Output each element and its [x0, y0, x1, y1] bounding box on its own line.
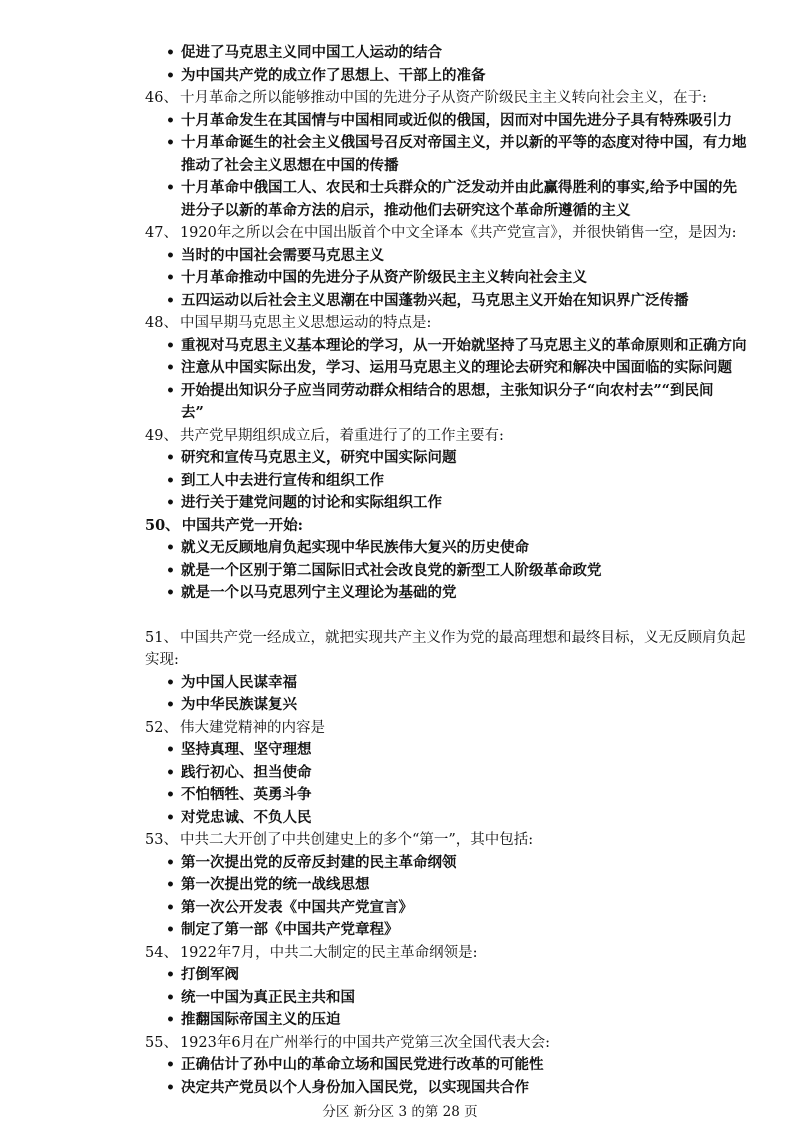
question-text: 共产党早期组织成立后，着重进行了的工作主要有: — [179, 427, 504, 444]
list-item: • 促进了马克思主义同中国工人运动的结合 — [166, 44, 442, 61]
list-item: • 当时的中国社会需要马克思主义 — [166, 246, 384, 264]
bullet-text: 促进了马克思主义同中国工人运动的结合 — [181, 44, 442, 61]
question-50 — [0, 515, 800, 538]
question-53 — [0, 829, 800, 852]
list-item: • 不怕牺牲、英勇斗争 — [166, 786, 312, 803]
bullet-text: 十月革命推动中国的先进分子从资产阶级民主主义转向社会主义 — [181, 269, 587, 286]
bullet-text: 第一次公开发表《中国共产党宣言》 — [181, 898, 413, 916]
list-item: • 为中国共产党的成立作了思想上、干部上的准备 — [166, 66, 486, 84]
list-item: • 决定共产党员以个人身份加入国民党，以实现国共合作 — [166, 1078, 529, 1096]
question-text: 中共二大开创了中共创建史上的多个“第一”，其中包括: — [179, 832, 534, 848]
list-item: • 十月革命诞生的社会主义俄国号召反对帝国主义，并以新的平等的态度对待中国，有力地 — [166, 134, 747, 151]
list-item: • 践行初心、担当使命 — [166, 763, 312, 781]
bullet-text: 当时的中国社会需要马克思主义 — [181, 246, 384, 264]
bullet-text: 正确估计了孙中山的革命立场和国民党进行改革的可能性 — [181, 1056, 544, 1073]
list-item: • 十月革命发生在其国情与中国相同或近似的俄国，因而对中国先进分子具有特殊吸引力 — [166, 111, 732, 129]
question-52 — [0, 717, 800, 740]
question-47 — [0, 222, 800, 245]
question-number: 46、 — [145, 90, 178, 106]
question-number: 55、 — [145, 1034, 178, 1051]
question-46 — [0, 87, 800, 110]
list-item: • 就是一个以马克思列宁主义理论为基础的党 — [166, 584, 457, 601]
list-item: • 开始提出知识分子应当同劳动群众相结合的思想，主张知识分子“向农村去”“到民间 — [166, 381, 714, 399]
question-54 — [0, 942, 800, 965]
bullet-text: 践行初心、担当使命 — [181, 763, 312, 781]
list-item: • 十月革命中俄国工人、农民和士兵群众的广泛发动并由此赢得胜利的事实,给予中国的先 — [166, 179, 738, 196]
question-55 — [0, 1032, 800, 1055]
list-item: • 统一中国为真正民主共和国 — [166, 988, 355, 1006]
bullet-text: 推翻国际帝国主义的压迫 — [181, 1011, 341, 1028]
question-text: 1922年7月，中共二大制定的民主革命纲领是: — [179, 944, 478, 961]
bullet-text: 就是一个以马克思列宁主义理论为基础的党 — [181, 584, 457, 601]
bullet-text: 不怕牺牲、英勇斗争 — [181, 786, 312, 803]
question-continuation: 实现: — [145, 652, 179, 668]
list-item: • 就是一个区别于第二国际旧式社会改良党的新型工人阶级革命政党 — [166, 561, 602, 579]
list-item: • 到工人中去进行宣传和组织工作 — [166, 471, 384, 489]
list-item: • 打倒军阀 — [166, 966, 239, 983]
list-item: • 制定了第一部《中国共产党章程》 — [166, 921, 399, 938]
question-number: 54、 — [145, 944, 178, 961]
question-number: 47、 — [145, 225, 178, 241]
list-item: • 坚持真理、坚守理想 — [166, 741, 312, 758]
list-item: • 推翻国际帝国主义的压迫 — [166, 1011, 341, 1028]
question-number: 50、 — [145, 516, 180, 534]
bullet-text: 对党忠诚、不负人民 — [181, 808, 312, 826]
bullet-text: 进行关于建党问题的讨论和实际组织工作 — [181, 494, 442, 511]
question-49 — [0, 425, 800, 448]
bullet-text: 第一次提出党的反帝反封建的民主革命纲领 — [181, 853, 457, 871]
question-text: 中国早期马克思主义思想运动的特点是: — [179, 315, 432, 331]
list-item: • 五四运动以后社会主义思潮在中国蓬勃兴起，马克思主义开始在知识界广泛传播 — [166, 291, 689, 309]
document-body — [0, 42, 800, 1099]
bullet-text: 为中华民族谋复兴 — [181, 696, 297, 713]
list-item: • 注意从中国实际出发，学习、运用马克思主义的理论去研究和解决中国面临的实际问题 — [166, 359, 732, 376]
paragraph-gap — [0, 605, 800, 627]
bullet-text: 坚持真理、坚守理想 — [181, 741, 312, 758]
question-number: 49、 — [145, 427, 178, 444]
bullet-text: 十月革命诞生的社会主义俄国号召反对帝国主义，并以新的平等的态度对待中国，有力地 — [181, 134, 747, 151]
bullet-continuation: 进分子以新的革命方法的启示，推动他们去研究这个革命所遵循的主义 — [181, 201, 631, 219]
bullet-text: 十月革命中俄国工人、农民和士兵群众的广泛发动并由此赢得胜利的事实,给予中国的先 — [181, 179, 738, 196]
list-item: • 正确估计了孙中山的革命立场和国民党进行改革的可能性 — [166, 1056, 544, 1073]
bullet-text: 就是一个区别于第二国际旧式社会改良党的新型工人阶级革命政党 — [181, 561, 602, 579]
bullet-text: 注意从中国实际出发，学习、运用马克思主义的理论去研究和解决中国面临的实际问题 — [181, 359, 732, 376]
bullet-continuation: 去” — [181, 404, 204, 421]
page-footer: 分区 新分区 3 的第 28 页 — [322, 1104, 478, 1120]
question-text: 中国共产党一经成立，就把实现共产主义作为党的最高理想和最终目标，义无反顾肩负起 — [179, 629, 746, 646]
bullet-continuation: 推动了社会主义思想在中国的传播 — [181, 156, 399, 174]
list-item: • 研究和宣传马克思主义，研究中国实际问题 — [166, 449, 457, 466]
bullet-text: 开始提出知识分子应当同劳动群众相结合的思想，主张知识分子“向农村去”“到民间 — [181, 381, 714, 399]
question-51 — [0, 627, 800, 650]
list-item: • 对党忠诚、不负人民 — [166, 808, 312, 826]
question-text: 中国共产党一开始: — [181, 516, 304, 534]
question-text: 1923年6月在广州举行的中国共产党第三次全国代表大会: — [179, 1034, 550, 1051]
question-number: 53、 — [145, 832, 178, 848]
bullet-text: 研究和宣传马克思主义，研究中国实际问题 — [181, 449, 457, 466]
question-text: 1920年之所以会在中国出版首个中文全译本《共产党宣言》，并很快销售一空，是因为: — [179, 225, 737, 241]
bullet-text: 五四运动以后社会主义思潮在中国蓬勃兴起，马克思主义开始在知识界广泛传播 — [181, 291, 689, 309]
list-item: • 第一次提出党的反帝反封建的民主革命纲领 — [166, 853, 457, 871]
bullet-text: 第一次提出党的统一战线思想 — [181, 876, 370, 893]
question-48 — [0, 312, 800, 335]
bullet-text: 统一中国为真正民主共和国 — [181, 988, 355, 1006]
question-text: 伟大建党精神的内容是 — [179, 719, 325, 736]
list-item: • 第一次公开发表《中国共产党宣言》 — [166, 898, 413, 916]
list-item: • 就义无反顾地肩负起实现中华民族伟大复兴的历史使命 — [166, 539, 529, 556]
list-item: • 为中华民族谋复兴 — [166, 696, 297, 713]
list-item: • 为中国人民谋幸福 — [166, 673, 297, 691]
question-number: 51、 — [145, 629, 178, 646]
question-number: 52、 — [145, 719, 178, 736]
bullet-text: 为中国共产党的成立作了思想上、干部上的准备 — [181, 66, 486, 84]
list-item: • 重视对马克思主义基本理论的学习，从一开始就坚持了马克思主义的革命原则和正确方向 — [166, 336, 747, 354]
bullet-text: 就义无反顾地肩负起实现中华民族伟大复兴的历史使命 — [181, 539, 529, 556]
list-item: • 十月革命推动中国的先进分子从资产阶级民主主义转向社会主义 — [166, 269, 587, 286]
bullet-text: 到工人中去进行宣传和组织工作 — [181, 471, 384, 489]
bullet-text: 十月革命发生在其国情与中国相同或近似的俄国，因而对中国先进分子具有特殊吸引力 — [181, 111, 732, 129]
question-text: 十月革命之所以能够推动中国的先进分子从资产阶级民主主义转向社会主义，在于: — [179, 90, 707, 106]
list-item: • 进行关于建党问题的讨论和实际组织工作 — [166, 494, 442, 511]
bullet-text: 制定了第一部《中国共产党章程》 — [181, 921, 399, 938]
bullet-text: 打倒军阀 — [181, 966, 239, 983]
bullet-text: 为中国人民谋幸福 — [181, 673, 297, 691]
bullet-text: 决定共产党员以个人身份加入国民党，以实现国共合作 — [181, 1078, 529, 1096]
list-item: • 第一次提出党的统一战线思想 — [166, 876, 370, 893]
question-number: 48、 — [145, 315, 178, 331]
bullet-text: 重视对马克思主义基本理论的学习，从一开始就坚持了马克思主义的革命原则和正确方向 — [181, 336, 747, 354]
